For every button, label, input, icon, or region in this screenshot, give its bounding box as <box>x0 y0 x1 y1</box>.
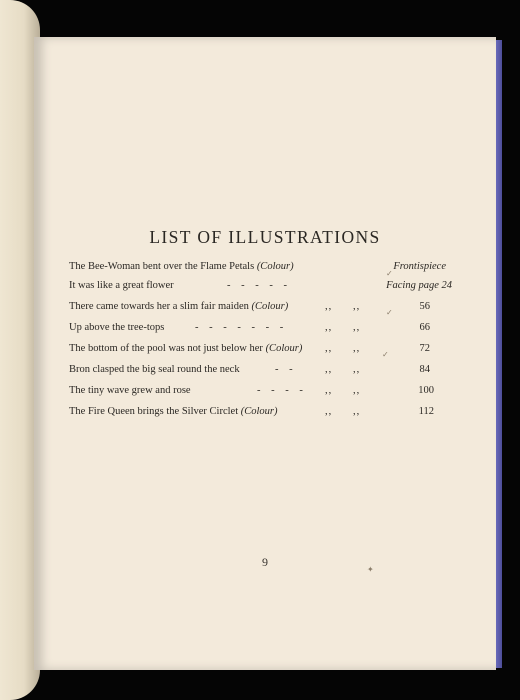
entry-caption: The Fire Queen brings the Silver Circlet (Colour) <box>69 406 278 417</box>
foxing-spot: ✦ <box>367 565 374 574</box>
entry-page-ref: Facing page 24 <box>386 280 452 291</box>
ditto-mark: ,, <box>325 406 333 417</box>
entry-caption: Bron clasped the big seal round the neck <box>69 364 240 375</box>
entry-page-ref: 72 <box>419 343 430 354</box>
entry-page-ref: 66 <box>419 322 430 333</box>
ditto-mark: ,, <box>325 364 333 375</box>
pencil-tick-mark: ✓ <box>382 350 389 359</box>
illustration-entry <box>69 322 454 340</box>
pencil-tick-mark: ✓ <box>386 269 393 278</box>
illustration-entry <box>69 343 454 361</box>
illustration-entry <box>69 364 454 382</box>
ditto-mark: ,, <box>353 301 361 312</box>
illustration-entry <box>69 385 454 403</box>
illustration-entry <box>69 261 454 279</box>
entry-page-ref: Frontispiece <box>393 261 446 272</box>
page-title: LIST OF ILLUSTRATIONS <box>149 227 381 247</box>
book-page <box>34 37 496 670</box>
ditto-mark: ,, <box>353 406 361 417</box>
entry-caption: The bottom of the pool was not just below her (Colour) <box>69 343 303 354</box>
entry-leader: - - - - <box>257 385 307 396</box>
entry-caption: Up above the tree-tops <box>69 322 165 333</box>
illustration-entry <box>69 301 454 319</box>
entry-leader: - - - - - - - <box>195 322 288 333</box>
ditto-mark: ,, <box>325 343 333 354</box>
entry-page-ref: 112 <box>418 406 434 417</box>
ditto-mark: ,, <box>325 301 333 312</box>
ditto-mark: ,, <box>325 322 333 333</box>
illustration-entry <box>69 406 454 424</box>
entry-caption: There came towards her a slim fair maiden (Colour) <box>69 301 289 312</box>
ditto-mark: ,, <box>353 322 361 333</box>
ditto-mark: ,, <box>325 385 333 396</box>
entry-leader: - - - - - <box>227 280 291 291</box>
entry-caption: The Bee-Woman bent over the Flame Petals (Colour) <box>69 261 294 272</box>
entry-page-ref: 56 <box>419 301 430 312</box>
entry-page-ref: 100 <box>418 385 434 396</box>
ditto-mark: ,, <box>353 364 361 375</box>
entry-leader: - - <box>275 364 297 375</box>
pencil-tick-mark: ✓ <box>386 308 393 317</box>
entry-page-ref: 84 <box>419 364 430 375</box>
ditto-mark: ,, <box>353 343 361 354</box>
page-number: 9 <box>262 555 268 569</box>
illustration-entry <box>69 280 454 298</box>
entry-caption: It was like a great flower <box>69 280 174 291</box>
ditto-mark: ,, <box>353 385 361 396</box>
entry-caption: The tiny wave grew and rose <box>69 385 191 396</box>
